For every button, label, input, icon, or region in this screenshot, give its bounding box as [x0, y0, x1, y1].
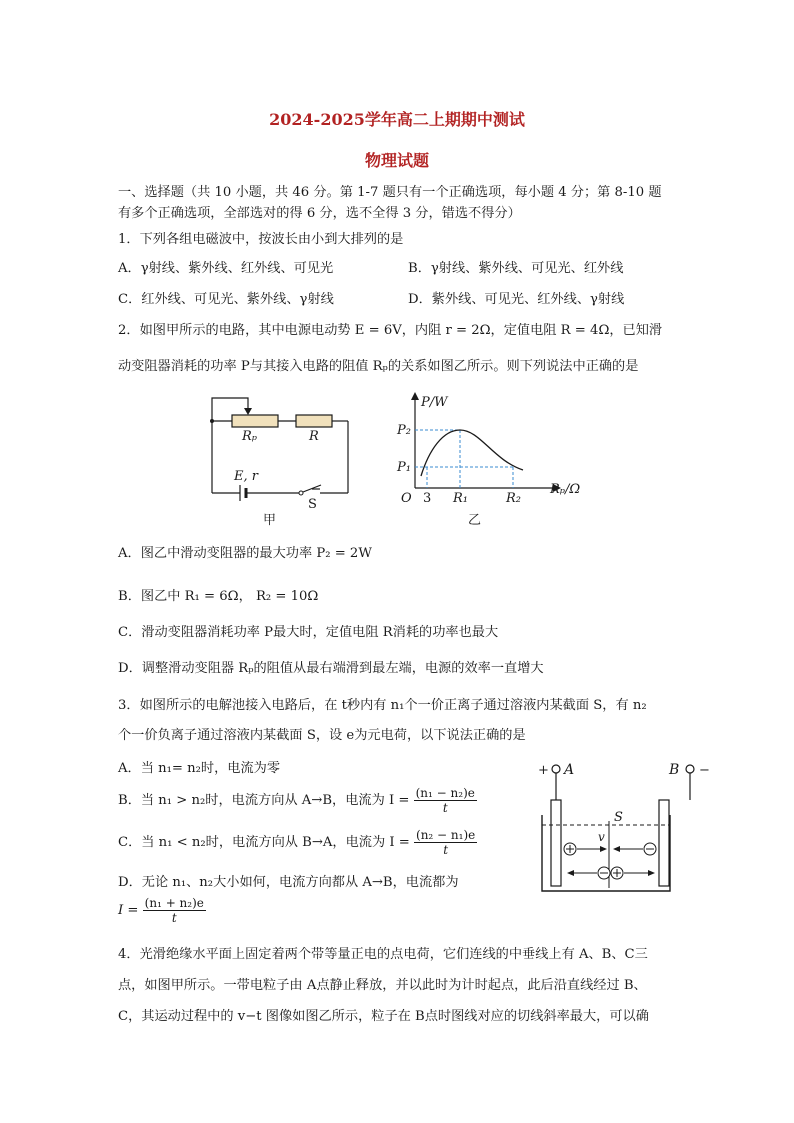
terminal-b-label: B	[669, 762, 680, 778]
y-axis-arrow	[411, 392, 419, 400]
q1-option-d: D．紫外线、可见光、红外线、γ射线	[408, 292, 625, 307]
caption-yi: 乙	[468, 513, 482, 528]
junction-dot	[210, 419, 214, 423]
terminal-a-label: A	[564, 762, 575, 778]
label-r: R	[309, 429, 319, 444]
q3-option-c	[118, 828, 477, 858]
q2-option-a: A．图乙中滑动变阻器的最大功率 P₂ = 2W	[118, 546, 372, 561]
q4-line1: 4．光滑绝缘水平面上固定着两个带等量正电的点电荷，它们连线的中垂线上有 A、B、C三	[118, 947, 648, 962]
q3-option-c-denominator: t	[443, 843, 449, 857]
q4-line3: C，其运动过程中的 v−t 图像如图乙所示，粒子在 B点时图线对应的切线斜率最大，可以确	[118, 1009, 649, 1024]
origin-label: O	[401, 491, 412, 506]
q3-option-b	[118, 786, 477, 816]
q3-option-a: A．当 n₁= n₂时，电流为零	[118, 761, 281, 776]
q2-option-b: B．图乙中 R₁ = 6Ω， R₂ = 10Ω	[118, 589, 319, 604]
q3-option-d-fraction	[143, 896, 206, 925]
q3-option-b-fraction	[414, 786, 477, 815]
section-instructions-line2: 有多个正确选项，全部选对的得 6 分，选不全得 3 分，错选不得分）	[118, 206, 521, 221]
q3-option-d-lhs: I =	[118, 903, 139, 918]
q3-stem-line2: 个一价负离子通过溶液内某截面 S，设 e为元电荷，以下说法正确的是	[118, 728, 526, 743]
q1-option-a: A．γ射线、紫外线、红外线、可见光	[118, 261, 334, 276]
label-switch: S	[308, 497, 317, 512]
q3-option-b-numerator: (n₁ − n₂)e	[415, 786, 475, 800]
page-title: 2024-2025学年高二上期期中测试	[269, 110, 525, 129]
q2-stem-line1: 2．如图甲所示的电路，其中电源电动势 E = 6V，内阻 r = 2Ω，定值电阻 R = 4Ω，已知滑	[118, 323, 663, 338]
tick-3: 3	[423, 491, 432, 506]
q3-option-b-text: B．当 n₁ > n₂时，电流方向从 A→B，电流为 I =	[118, 793, 410, 808]
section-instructions-line1: 一、选择题（共 10 小题，共 46 分。第 1-7 题只有一个正确选项，每小题 4 分；第 8-10 题	[118, 185, 662, 200]
q1-option-c: C．红外线、可见光、紫外线、γ射线	[118, 292, 334, 307]
x-axis-label: Rₚ/Ω	[550, 482, 581, 497]
terminal-b	[686, 765, 694, 773]
section-s-label: S	[614, 810, 623, 825]
q3-option-c-fraction	[414, 828, 477, 857]
tick-p1: P₁	[397, 460, 411, 475]
circuit-diagram-jia	[200, 388, 360, 528]
q1-option-b: B．γ射线、紫外线、可见光、红外线	[408, 261, 624, 276]
q4-line2: 点，如图甲所示。一带电粒子由 A点静止释放，并以此时为计时起点，此后沿直线经过 B、	[118, 978, 647, 993]
q3-stem-line1: 3．如图所示的电解池接入电路后，在 t秒内有 n₁个一价正离子通过溶液内某截面 S，有 n₂	[118, 698, 647, 713]
q2-option-d: D．调整滑动变阻器 Rₚ的阻值从最右端滑到最左端，电源的效率一直增大	[118, 661, 544, 676]
rheostat-rp	[232, 415, 278, 427]
resistor-r	[296, 415, 332, 427]
q3-option-b-denominator: t	[442, 801, 448, 815]
electrode-a	[551, 800, 561, 886]
terminal-b-sign: −	[699, 763, 710, 778]
q1-stem: 1．下列各组电磁波中，按波长由小到大排列的是	[118, 232, 404, 247]
velocity-label: v	[598, 830, 605, 844]
terminal-a	[552, 765, 560, 773]
q3-option-d-denominator: t	[171, 911, 177, 925]
electrolytic-cell-diagram	[532, 755, 712, 900]
q3-option-d-numerator: (n₁ + n₂)e	[144, 896, 204, 910]
tick-r1: R₁	[453, 491, 468, 506]
electrode-b	[659, 800, 669, 886]
page-subtitle: 物理试题	[364, 151, 429, 170]
caption-jia: 甲	[263, 513, 277, 528]
q2-option-c: C．滑动变阻器消耗功率 P最大时，定值电阻 R消耗的功率也最大	[118, 625, 499, 640]
terminal-a-sign: +	[538, 763, 549, 778]
q2-stem-line2: 动变阻器消耗的功率 P与其接入电路的阻值 Rₚ的关系如图乙所示。则下列说法中正确的是	[118, 359, 639, 374]
power-graph-yi	[395, 390, 595, 530]
q3-option-c-text: C．当 n₁ < n₂时，电流方向从 B→A，电流为 I =	[118, 835, 410, 850]
q3-option-d: D．无论 n₁、n₂大小如何，电流方向都从 A→B，电流都为	[118, 875, 459, 890]
tick-p2: P₂	[397, 423, 411, 438]
power-curve	[421, 430, 523, 476]
q3-option-c-numerator: (n₂ − n₁)e	[416, 828, 476, 842]
y-axis-label: P/W	[421, 395, 448, 410]
label-er: E, r	[234, 469, 258, 484]
q3-option-d-formula	[118, 896, 206, 926]
label-rp: Rₚ	[242, 429, 257, 444]
tick-r2: R₂	[506, 491, 521, 506]
switch-contact	[299, 491, 303, 495]
